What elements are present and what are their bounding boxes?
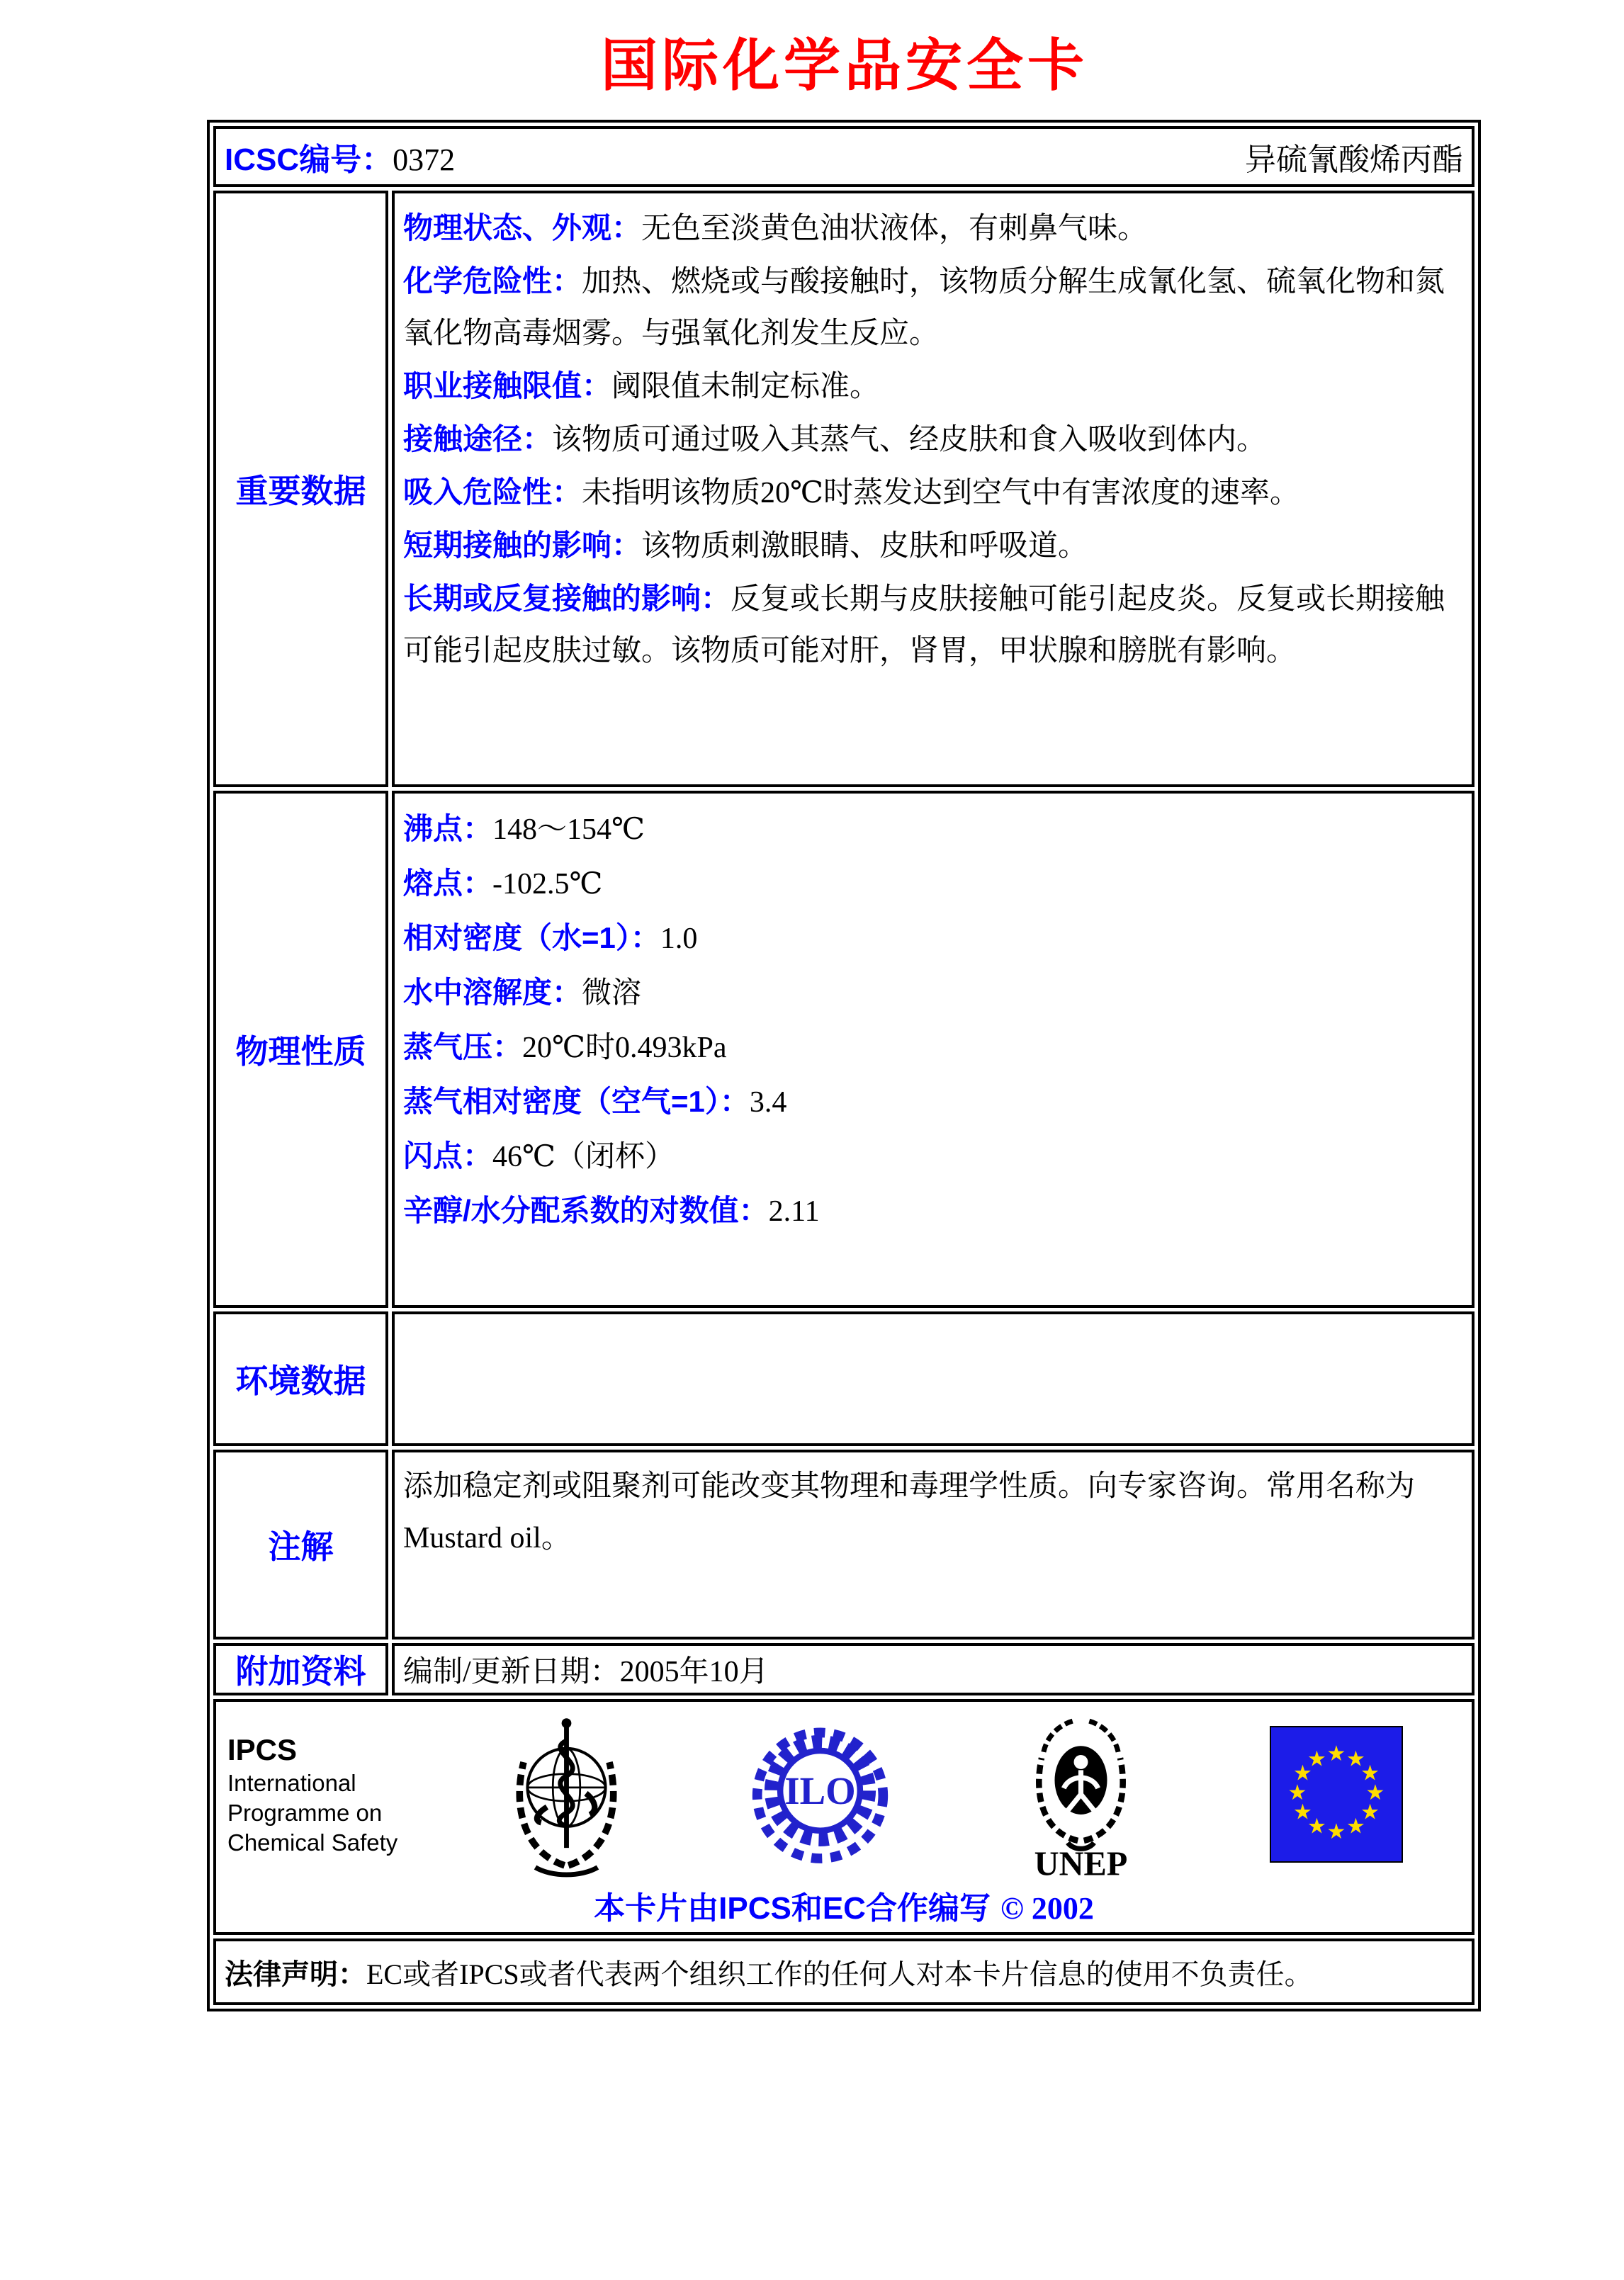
property-line xyxy=(403,966,1463,1020)
notes-row xyxy=(213,1450,1474,1640)
unep-logo-text: UNEP xyxy=(1034,1845,1128,1881)
property-line xyxy=(403,802,1463,857)
property-value: 3.4 xyxy=(749,1086,787,1119)
page-title: 国际化学品安全卡 xyxy=(601,32,1088,98)
legal-row xyxy=(213,1938,1474,2005)
svg-text:★: ★ xyxy=(1326,1819,1346,1844)
property-value: -102.5℃ xyxy=(492,868,603,901)
property-label: 吸入危险性： xyxy=(403,475,582,509)
property-line xyxy=(403,360,1463,413)
property-value: 微溶 xyxy=(582,977,642,1010)
ilo-logo-text: ILO xyxy=(784,1769,856,1813)
footer-row xyxy=(213,1699,1474,1935)
section-label-additional-info: 附加资料 xyxy=(213,1643,388,1695)
property-line xyxy=(403,1184,1463,1238)
property-label: 熔点： xyxy=(403,867,493,900)
svg-text:★: ★ xyxy=(1365,1780,1385,1805)
svg-text:★: ★ xyxy=(1360,1800,1380,1825)
svg-text:★: ★ xyxy=(1307,1814,1326,1839)
property-value: 1.0 xyxy=(660,922,698,955)
section-label-notes: 注解 xyxy=(213,1450,388,1640)
ilo-logo-icon xyxy=(748,1722,893,1867)
environmental-data-row xyxy=(213,1311,1474,1446)
icsc-number-label: ICSC编号： xyxy=(225,142,393,177)
property-line xyxy=(403,466,1463,519)
unep-logo-icon xyxy=(1015,1708,1146,1881)
property-line xyxy=(403,1020,1463,1075)
credit-text: 本卡片由IPCS和EC合作编写 xyxy=(594,1891,991,1926)
property-label: 接触途径： xyxy=(403,422,553,456)
property-value: 无色至淡黄色油状液体，有刺鼻气味。 xyxy=(641,213,1148,245)
section-label-environmental-data: 环境数据 xyxy=(213,1311,388,1446)
property-line xyxy=(403,519,1463,572)
who-logo-icon xyxy=(508,1711,625,1878)
property-line xyxy=(403,413,1463,466)
additional-info-row xyxy=(213,1643,1474,1695)
property-line xyxy=(403,1129,1463,1184)
property-line xyxy=(403,572,1463,677)
property-value: 46℃（闭杯） xyxy=(492,1141,675,1173)
property-line xyxy=(403,1075,1463,1129)
svg-text:★: ★ xyxy=(1292,1761,1312,1786)
ipcs-title: IPCS xyxy=(227,1732,298,1766)
ipcs-line: Programme on xyxy=(227,1799,383,1826)
property-value: 反复或长期与皮肤接触可能引起皮炎。反复或长期接触可能引起皮肤过敏。该物质可能对肝，肾胃，甲状腺和膀胱有影响。 xyxy=(403,583,1445,667)
notes-content xyxy=(392,1450,1474,1640)
physical-properties-row xyxy=(213,791,1474,1308)
additional-info-content: 编制/更新日期：2005年10月 xyxy=(392,1643,1474,1695)
svg-text:★: ★ xyxy=(1346,1814,1365,1839)
property-label: 相对密度（水=1）： xyxy=(403,921,660,954)
property-value: 20℃时0.493kPa xyxy=(522,1032,727,1064)
property-value: 2.11 xyxy=(768,1195,820,1228)
property-label: 沸点： xyxy=(403,812,493,845)
property-line xyxy=(403,911,1463,966)
property-value: 该物质刺激眼睛、皮肤和呼吸道。 xyxy=(641,530,1088,563)
icsc-document-page xyxy=(0,20,1624,2280)
footer-cell xyxy=(213,1699,1474,1935)
legal-text: EC或者IPCS或者代表两个组织工作的任何人对本卡片信息的使用不负责任。 xyxy=(366,1958,1313,1990)
eu-flag-icon xyxy=(1269,1725,1404,1863)
property-line xyxy=(403,857,1463,911)
logo-zone xyxy=(447,1708,1465,1881)
property-value: 加热、燃烧或与酸接触时，该物质分解生成氰化氢、硫氧化物和氮氧化物高毒烟雾。与强氧化剂发生反应。 xyxy=(403,266,1445,350)
environmental-data-content xyxy=(392,1311,1474,1446)
svg-text:★: ★ xyxy=(1326,1742,1346,1766)
copyright-text: © 2002 xyxy=(1000,1891,1094,1926)
icsc-card-table xyxy=(207,120,1481,2011)
important-data-row xyxy=(213,191,1474,787)
property-label: 水中溶解度： xyxy=(403,976,582,1009)
property-line xyxy=(403,202,1463,255)
svg-text:★: ★ xyxy=(1287,1780,1307,1805)
ipcs-line: International xyxy=(227,1769,356,1796)
property-label: 化学危险性： xyxy=(403,264,582,298)
property-value: 该物质可通过吸入其蒸气、经皮肤和食入吸收到体内。 xyxy=(552,424,1267,456)
property-value: 阈限值未制定标准。 xyxy=(611,371,880,403)
property-label: 蒸气压： xyxy=(403,1030,523,1063)
property-label: 职业接触限值： xyxy=(403,369,612,402)
legal-label: 法律声明： xyxy=(225,1958,366,1990)
important-data-content xyxy=(392,191,1474,787)
svg-text:★: ★ xyxy=(1360,1761,1380,1786)
section-label-important-data: 重要数据 xyxy=(213,191,388,787)
section-label-physical-properties: 物理性质 xyxy=(213,791,388,1308)
ipcs-text-block xyxy=(223,1732,447,1858)
card-header-cell xyxy=(213,126,1474,187)
property-line xyxy=(403,255,1463,360)
property-label: 物理状态、外观： xyxy=(403,211,642,244)
physical-properties-content xyxy=(392,791,1474,1308)
property-label: 闪点： xyxy=(403,1139,493,1173)
property-value: 148～154℃ xyxy=(492,813,645,846)
svg-text:★: ★ xyxy=(1346,1746,1365,1772)
property-value: 未指明该物质20℃时蒸发达到空气中有害浓度的速率。 xyxy=(582,477,1300,509)
property-label: 辛醇/水分配系数的对数值： xyxy=(403,1194,769,1227)
property-label: 长期或反复接触的影响： xyxy=(403,582,731,615)
icsc-number-value: 0372 xyxy=(393,142,456,177)
property-label: 短期接触的影响： xyxy=(403,529,642,562)
credit-line xyxy=(223,1883,1465,1928)
icsc-number-group xyxy=(225,134,455,179)
ipcs-line: Chemical Safety xyxy=(227,1829,398,1856)
header-row xyxy=(213,126,1474,187)
legal-cell xyxy=(213,1938,1474,2005)
chemical-name: 异硫氰酸烯丙酯 xyxy=(1245,142,1463,177)
notes-text: 添加稳定剂或阻聚剂可能改变其物理和毒理学性质。向专家咨询。常用名称为Mustard oil。 xyxy=(403,1470,1416,1554)
property-label: 蒸气相对密度（空气=1）： xyxy=(403,1085,750,1118)
svg-text:★: ★ xyxy=(1292,1800,1312,1825)
svg-text:★: ★ xyxy=(1307,1746,1326,1772)
